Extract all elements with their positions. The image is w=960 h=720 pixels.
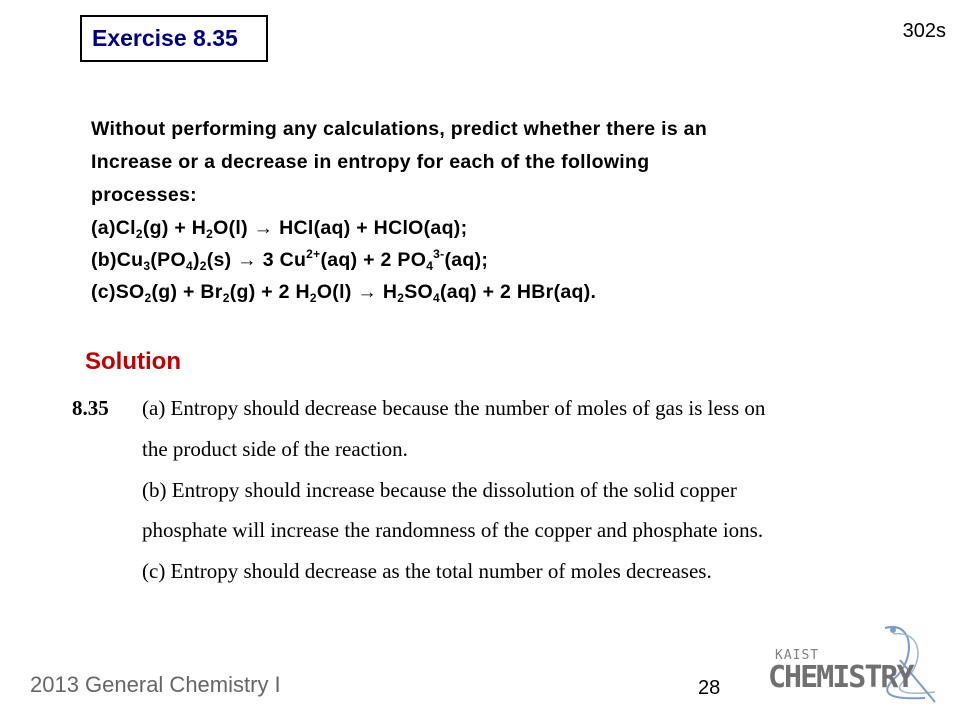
reaction-b-text: $(b)Cu_3(PO_4)_2(s) \to 3$ $Cu^{2+}(aq) + 2$ $PO_4^{3-}(aq)$;: [91, 247, 489, 273]
slide-code: 302s: [902, 20, 946, 42]
question-line-2: Increase or a decrease in entropy for each of the following: [91, 151, 650, 173]
superscript: 2+: [306, 247, 321, 261]
kaist-chemistry-logo: [765, 620, 940, 705]
page-number: 28: [698, 677, 721, 699]
subscript: 2: [397, 291, 405, 305]
course-footer: 2013 General Chemistry I: [30, 672, 281, 697]
logo-chemistry-text: CHEMISTRY: [768, 660, 913, 695]
subscript: 2: [135, 227, 143, 241]
question-line-3: processes:: [91, 184, 197, 206]
answer-line-5: (c) Entropy should decrease as the total number of moles decreases.: [142, 559, 712, 583]
question-block: [91, 113, 871, 308]
answer-line-3: (b) Entropy should increase because the dissolution of the solid copper: [142, 478, 737, 502]
answer-line-1: (a) Entropy should decrease because the number of moles of gas is less on: [142, 396, 766, 420]
reaction-c: [91, 276, 871, 308]
superscript: 3-: [433, 247, 445, 261]
logo-kaist-text: KAIST: [775, 648, 820, 663]
subscript: 3: [143, 259, 151, 273]
answer-line-4: phosphate will increase the randomness of the copper and phosphate ions.: [142, 518, 764, 542]
subscript: 2: [206, 227, 214, 241]
subscript: 4: [433, 291, 440, 305]
subscript: 2: [199, 259, 207, 273]
reaction-c-text: $(c)SO_2(g) + Br_2(g) + 2$ $H_2O(l) \to H_2SO_4(aq) + 2$ HBr(aq).: [91, 281, 597, 305]
reaction-b: [91, 244, 871, 276]
reaction-a-text: $(a)Cl_2(g) + H_2O(l) \to HCl(aq)$ + HClO(aq);: [91, 217, 468, 241]
reaction-a: [91, 212, 871, 244]
exercise-title-text: Exercise 8.35: [92, 25, 238, 51]
subscript: 4: [426, 259, 434, 273]
subscript: 2: [222, 291, 230, 305]
subscript: 2: [309, 291, 317, 305]
solution-heading: Solution: [85, 348, 181, 375]
solution-number: 8.35: [72, 396, 109, 420]
subscript: 4: [185, 259, 193, 273]
question-line-1: Without performing any calculations, predict whether there is an: [91, 118, 708, 140]
subscript: 2: [144, 291, 152, 305]
answer-line-2: the product side of the reaction.: [142, 437, 408, 461]
exercise-title: [80, 15, 268, 62]
